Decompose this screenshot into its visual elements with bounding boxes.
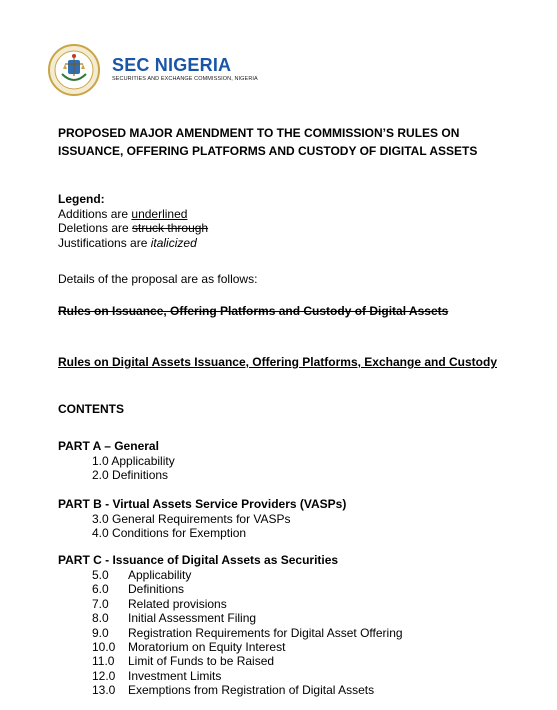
legend-additions-prefix: Additions are [58,206,132,221]
toc-item-number: 10.0 [92,640,116,655]
toc-item-label: Applicability [128,568,192,582]
toc-item-number: 1.0 [92,454,109,468]
contents-heading: CONTENTS [58,402,124,416]
added-rules-title: Rules on Digital Assets Issuance, Offering Platforms, Exchange and Custody [58,355,497,369]
legend-deletions-sample: struck through [132,221,209,235]
toc-item-label: Limit of Funds to be Raised [128,654,275,669]
toc-item [92,626,403,640]
toc-item-number: 2.0 [92,468,109,483]
toc-item [92,654,403,668]
part-a [58,439,175,483]
toc-item [92,597,403,611]
toc-item-number: 9.0 [92,625,109,640]
legend-deletions [58,221,208,236]
toc-item-label: Related provisions [128,596,227,611]
toc-item [92,526,346,540]
toc-item [92,611,403,625]
commission-seal-icon [48,44,100,96]
title-line-2: ISSUANCE, OFFERING PLATFORMS AND CUSTODY OF DIGITAL ASSETS [58,144,478,158]
toc-item-number: 8.0 [92,611,109,626]
toc-item [92,582,403,596]
toc-item [92,468,175,482]
toc-item [92,683,403,697]
legend-deletions-prefix: Deletions are [58,221,133,235]
part-b [58,497,346,541]
toc-item [92,512,346,526]
toc-item-number: 13.0 [92,683,116,698]
brand-name: SEC NIGERIA [112,55,232,75]
part-heading: PART B - Virtual Assets Service Providers (VASPs) [58,497,347,511]
toc-item-label: Registration Requirements for Digital Asset Offering [128,625,403,640]
toc-item-label: Definitions [112,468,169,483]
toc-item-label: Conditions for Exemption [112,526,247,541]
toc-item-number: 7.0 [92,596,109,611]
part-heading: PART A – General [58,439,159,453]
toc-item-label: Initial Assessment Filing [128,611,257,626]
toc-item [92,568,403,582]
toc-item-label: Exemptions from Registration of Digital Assets [128,683,375,698]
toc-item-number: 12.0 [92,668,116,683]
toc-item-number: 5.0 [92,568,109,582]
toc-item [92,454,175,468]
brand-subtitle: SECURITIES AND EXCHANGE COMMISSION, NIGERIA [112,76,258,82]
legend-heading: Legend: [58,192,105,206]
toc-item [92,640,403,654]
toc-item-number: 3.0 [92,512,109,526]
toc-item-number: 4.0 [92,526,109,541]
document-title [58,124,518,160]
part-heading: PART C - Issuance of Digital Assets as Securities [58,553,339,567]
title-line-1: PROPOSED MAJOR AMENDMENT TO THE COMMISSION’S RULES ON [58,126,460,140]
legend-additions-sample: underlined [131,206,188,221]
brand-block [112,55,258,82]
toc-item-number: 11.0 [92,654,115,669]
toc-item [92,669,403,683]
legend [58,192,208,250]
part-c [58,553,403,698]
details-intro: Details of the proposal are as follows: [58,272,258,286]
toc-item-number: 6.0 [92,582,109,597]
toc-item-label: Definitions [128,582,185,597]
legend-additions [58,207,208,222]
legend-justifications-prefix: Justifications are [58,235,151,250]
toc-item-label: Applicability [111,454,175,468]
toc-item-label: General Requirements for VASPs [112,512,291,526]
toc-item-label: Investment Limits [128,668,222,683]
legend-justifications [58,236,208,251]
deleted-rules-title: Rules on Issuance, Offering Platforms and Custody of Digital Assets [58,304,449,318]
toc-item-label: Moratorium on Equity Interest [128,640,286,655]
legend-justifications-sample: italicized [150,235,197,250]
